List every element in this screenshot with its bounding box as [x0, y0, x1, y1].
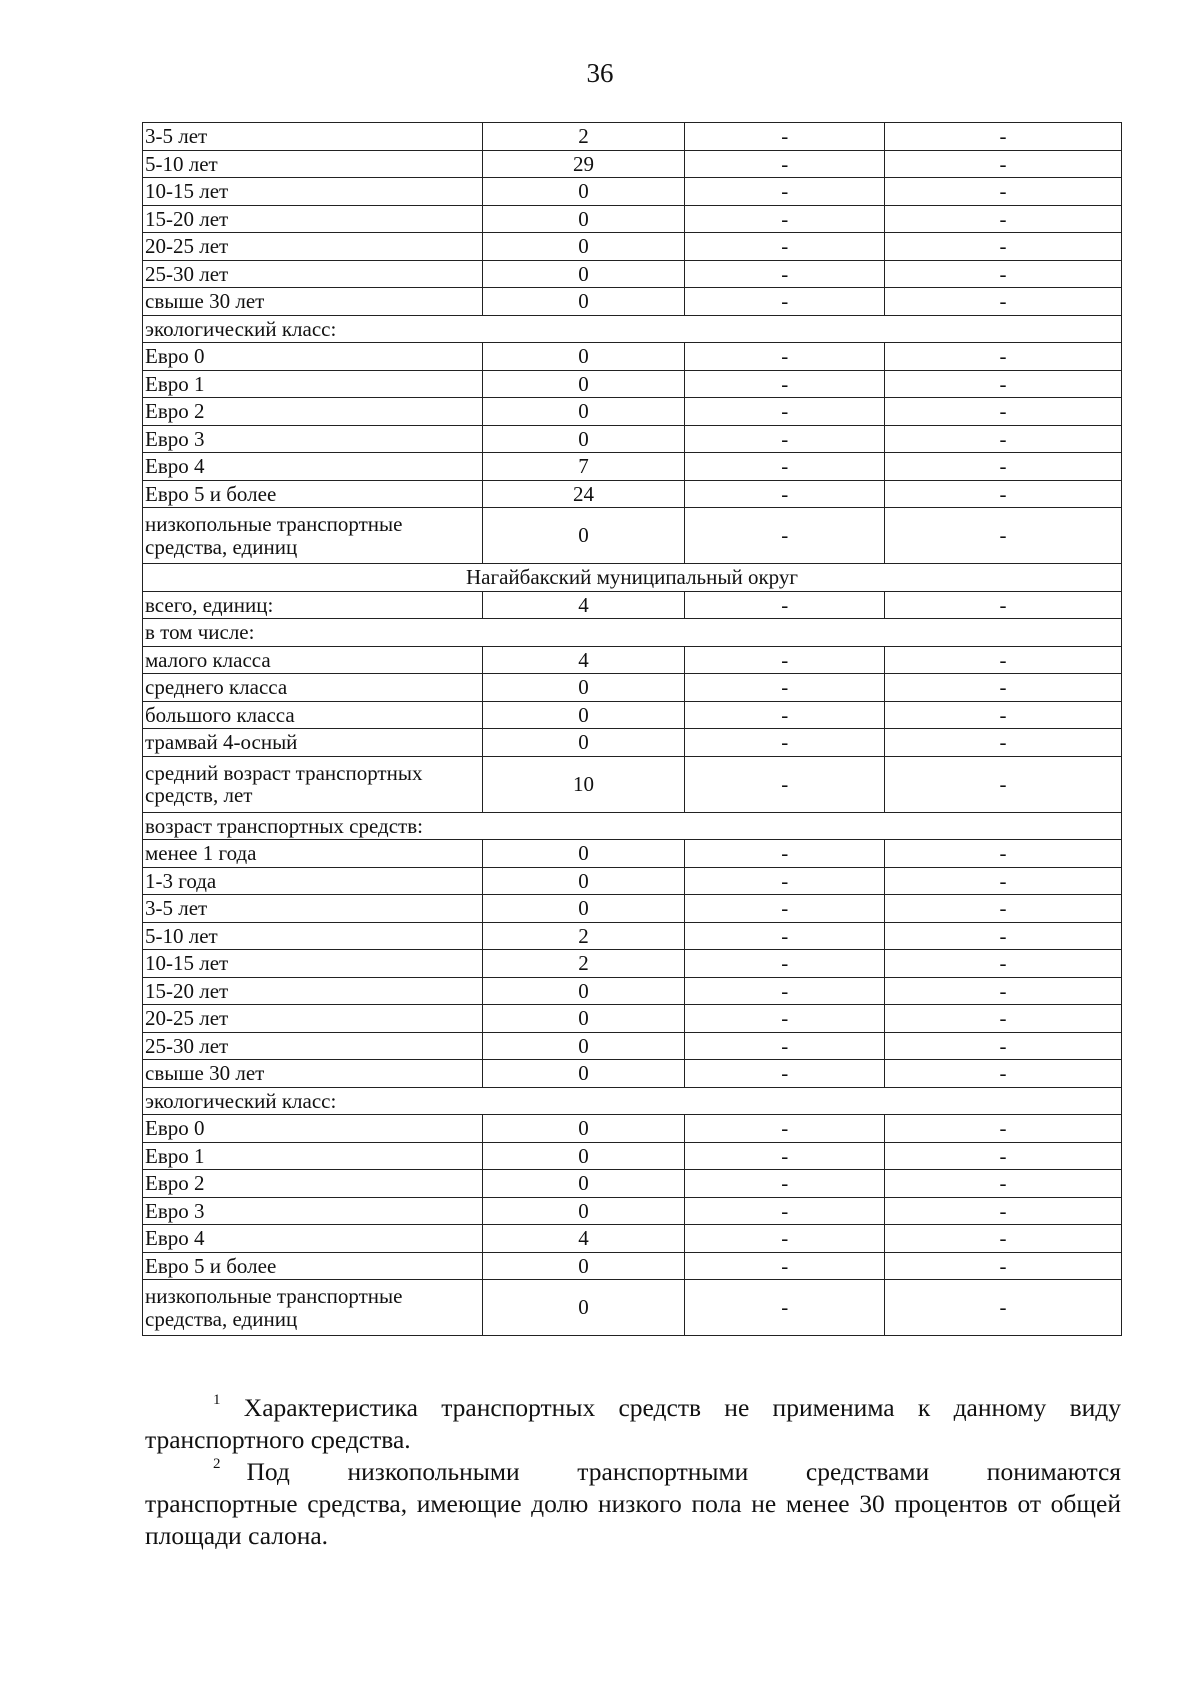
row-label: низкопольные транспортные средства, единиц: [143, 508, 483, 564]
row-value: 0: [482, 1032, 685, 1060]
row-label: 25-30 лет: [143, 1032, 483, 1060]
row-label: Евро 4: [143, 1225, 483, 1253]
table-row: [143, 453, 1122, 481]
table-row: [143, 729, 1122, 757]
row-col4: -: [885, 150, 1122, 178]
table-row: [143, 619, 1122, 647]
row-col3: -: [685, 674, 885, 702]
footnotes: [145, 1392, 1121, 1552]
footnote-mark: 2: [213, 1456, 221, 1472]
row-label: Евро 2: [143, 1170, 483, 1198]
footnote-text: транспортные средства, имеющие долю низкого пола не менее 30 процентов от общей площади салона.: [145, 1489, 1121, 1550]
row-label: Евро 3: [143, 425, 483, 453]
row-label: Евро 1: [143, 370, 483, 398]
row-value: 0: [482, 370, 685, 398]
row-col4: -: [885, 950, 1122, 978]
table-row: [143, 1197, 1122, 1225]
row-col3: -: [685, 1170, 885, 1198]
table-row: [143, 233, 1122, 261]
row-label: 20-25 лет: [143, 1005, 483, 1033]
row-value: 0: [482, 205, 685, 233]
row-label: 3-5 лет: [143, 895, 483, 923]
row-label: 20-25 лет: [143, 233, 483, 261]
table-row: [143, 1225, 1122, 1253]
row-col3: -: [685, 260, 885, 288]
row-value: 4: [482, 1225, 685, 1253]
row-col3: -: [685, 150, 885, 178]
row-col3: -: [685, 233, 885, 261]
row-col4: -: [885, 1197, 1122, 1225]
row-value: 10: [482, 756, 685, 812]
row-label: свыше 30 лет: [143, 288, 483, 316]
footnote-text: Характеристика транспортных средств не применима к данному виду транспортного средства.: [145, 1393, 1122, 1454]
table-row: [143, 840, 1122, 868]
row-value: 24: [482, 480, 685, 508]
row-value: 2: [482, 922, 685, 950]
row-col4: -: [885, 646, 1122, 674]
table-row: [143, 564, 1122, 592]
row-label: 10-15 лет: [143, 950, 483, 978]
vehicle-stats-table: [142, 122, 1122, 1336]
row-value: 0: [482, 425, 685, 453]
row-col4: -: [885, 480, 1122, 508]
row-label: среднего класса: [143, 674, 483, 702]
table-row: [143, 398, 1122, 426]
footnote-mark: 1: [213, 1392, 221, 1408]
table-row: [143, 922, 1122, 950]
table-row: [143, 480, 1122, 508]
row-col4: -: [885, 1252, 1122, 1280]
row-col4: -: [885, 895, 1122, 923]
row-label: Евро 1: [143, 1142, 483, 1170]
table-row: [143, 1170, 1122, 1198]
row-col4: -: [885, 453, 1122, 481]
row-value: 0: [482, 895, 685, 923]
row-col3: -: [685, 1060, 885, 1088]
table-row: [143, 123, 1122, 151]
table-row: [143, 1087, 1122, 1115]
row-value: 0: [482, 1170, 685, 1198]
table-row: [143, 370, 1122, 398]
row-col3: -: [685, 950, 885, 978]
row-value: 0: [482, 233, 685, 261]
row-col3: -: [685, 425, 885, 453]
row-col4: -: [885, 756, 1122, 812]
table-row: [143, 1032, 1122, 1060]
row-value: 0: [482, 1197, 685, 1225]
table-row: [143, 1252, 1122, 1280]
table-row: [143, 150, 1122, 178]
row-col4: -: [885, 1280, 1122, 1336]
row-label: 5-10 лет: [143, 150, 483, 178]
row-col4: -: [885, 729, 1122, 757]
row-col4: -: [885, 123, 1122, 151]
row-value: 0: [482, 288, 685, 316]
row-col3: -: [685, 646, 885, 674]
table-row: [143, 260, 1122, 288]
row-label: Евро 0: [143, 1115, 483, 1143]
row-col3: -: [685, 895, 885, 923]
row-col4: -: [885, 205, 1122, 233]
row-col3: -: [685, 1225, 885, 1253]
row-col4: -: [885, 840, 1122, 868]
row-value: 0: [482, 1142, 685, 1170]
table-row: [143, 1142, 1122, 1170]
row-value: 0: [482, 1115, 685, 1143]
row-label: 3-5 лет: [143, 123, 483, 151]
table-row: [143, 1280, 1122, 1336]
row-col4: -: [885, 1005, 1122, 1033]
row-col3: -: [685, 178, 885, 206]
row-col4: -: [885, 867, 1122, 895]
section-heading: в том числе:: [143, 619, 1122, 647]
table-row: [143, 701, 1122, 729]
row-col3: -: [685, 591, 885, 619]
row-col3: -: [685, 205, 885, 233]
row-col3: -: [685, 1032, 885, 1060]
row-col4: -: [885, 288, 1122, 316]
row-col4: -: [885, 425, 1122, 453]
row-value: 0: [482, 867, 685, 895]
row-value: 0: [482, 398, 685, 426]
row-value: 7: [482, 453, 685, 481]
table-row: [143, 425, 1122, 453]
row-col4: -: [885, 178, 1122, 206]
row-col3: -: [685, 398, 885, 426]
row-col4: -: [885, 1225, 1122, 1253]
row-value: 2: [482, 123, 685, 151]
table-row: [143, 1005, 1122, 1033]
section-heading: возраст транспортных средств:: [143, 812, 1122, 840]
row-label: Евро 5 и более: [143, 480, 483, 508]
table-row: [143, 756, 1122, 812]
row-col4: -: [885, 1115, 1122, 1143]
row-col3: -: [685, 288, 885, 316]
row-label: всего, единиц:: [143, 591, 483, 619]
row-label: 5-10 лет: [143, 922, 483, 950]
row-value: 0: [482, 343, 685, 371]
row-label: Евро 2: [143, 398, 483, 426]
row-label: Евро 3: [143, 1197, 483, 1225]
row-value: 0: [482, 977, 685, 1005]
row-label: свыше 30 лет: [143, 1060, 483, 1088]
table-row: [143, 315, 1122, 343]
row-col3: -: [685, 370, 885, 398]
row-value: 0: [482, 508, 685, 564]
row-col3: -: [685, 480, 885, 508]
table-row: [143, 591, 1122, 619]
row-value: 0: [482, 701, 685, 729]
row-col3: -: [685, 840, 885, 868]
table-row: [143, 178, 1122, 206]
row-col3: -: [685, 1197, 885, 1225]
row-value: 4: [482, 591, 685, 619]
row-col3: -: [685, 1005, 885, 1033]
table-row: [143, 1060, 1122, 1088]
row-value: 0: [482, 260, 685, 288]
table-row: [143, 895, 1122, 923]
row-value: 29: [482, 150, 685, 178]
page-number: 36: [586, 58, 614, 88]
row-col3: -: [685, 922, 885, 950]
row-value: 0: [482, 840, 685, 868]
row-col4: -: [885, 1142, 1122, 1170]
row-col3: -: [685, 977, 885, 1005]
footnote-text-line1: Под низкопольными транспортными средствами понимаются: [246, 1457, 1121, 1486]
table-row: [143, 646, 1122, 674]
row-col4: -: [885, 1170, 1122, 1198]
footnote-1: [145, 1392, 1121, 1456]
row-col4: -: [885, 977, 1122, 1005]
row-value: 4: [482, 646, 685, 674]
table-row: [143, 288, 1122, 316]
row-col3: -: [685, 1142, 885, 1170]
table-row: [143, 950, 1122, 978]
row-col3: -: [685, 343, 885, 371]
row-label: 15-20 лет: [143, 977, 483, 1005]
row-col3: -: [685, 1280, 885, 1336]
table-row: [143, 205, 1122, 233]
section-heading: экологический класс:: [143, 1087, 1122, 1115]
row-col4: -: [885, 343, 1122, 371]
row-col3: -: [685, 1252, 885, 1280]
table-row: [143, 977, 1122, 1005]
row-value: 2: [482, 950, 685, 978]
row-col3: -: [685, 701, 885, 729]
row-value: 0: [482, 729, 685, 757]
row-label: Евро 4: [143, 453, 483, 481]
row-value: 0: [482, 1280, 685, 1336]
row-col4: -: [885, 370, 1122, 398]
row-label: низкопольные транспортные средства, единиц: [143, 1280, 483, 1336]
row-col4: -: [885, 398, 1122, 426]
row-col4: -: [885, 922, 1122, 950]
row-col4: -: [885, 1032, 1122, 1060]
row-label: 25-30 лет: [143, 260, 483, 288]
table-row: [143, 867, 1122, 895]
row-col4: -: [885, 674, 1122, 702]
row-label: большого класса: [143, 701, 483, 729]
row-label: малого класса: [143, 646, 483, 674]
row-label: Евро 5 и более: [143, 1252, 483, 1280]
row-label: средний возраст транспортных средств, лет: [143, 756, 483, 812]
section-heading: экологический класс:: [143, 315, 1122, 343]
row-col4: -: [885, 233, 1122, 261]
table-row: [143, 812, 1122, 840]
table-row: [143, 1115, 1122, 1143]
row-col3: -: [685, 508, 885, 564]
row-col4: -: [885, 260, 1122, 288]
row-value: 0: [482, 674, 685, 702]
row-value: 0: [482, 178, 685, 206]
row-col4: -: [885, 701, 1122, 729]
row-col4: -: [885, 1060, 1122, 1088]
row-col3: -: [685, 867, 885, 895]
row-col3: -: [685, 729, 885, 757]
row-col3: -: [685, 453, 885, 481]
row-col3: -: [685, 123, 885, 151]
row-value: 0: [482, 1060, 685, 1088]
row-label: 1-3 года: [143, 867, 483, 895]
row-col4: -: [885, 508, 1122, 564]
table-row: [143, 343, 1122, 371]
row-label: менее 1 года: [143, 840, 483, 868]
row-col3: -: [685, 756, 885, 812]
footnote-2: [145, 1456, 1121, 1552]
row-label: 15-20 лет: [143, 205, 483, 233]
row-value: 0: [482, 1005, 685, 1033]
vehicle-stats-table-body: [143, 123, 1122, 1336]
row-label: трамвай 4-осный: [143, 729, 483, 757]
table-row: [143, 508, 1122, 564]
row-value: 0: [482, 1252, 685, 1280]
row-label: 10-15 лет: [143, 178, 483, 206]
region-heading: Нагайбакский муниципальный округ: [143, 564, 1122, 592]
row-col3: -: [685, 1115, 885, 1143]
row-col4: -: [885, 591, 1122, 619]
row-label: Евро 0: [143, 343, 483, 371]
table-row: [143, 674, 1122, 702]
